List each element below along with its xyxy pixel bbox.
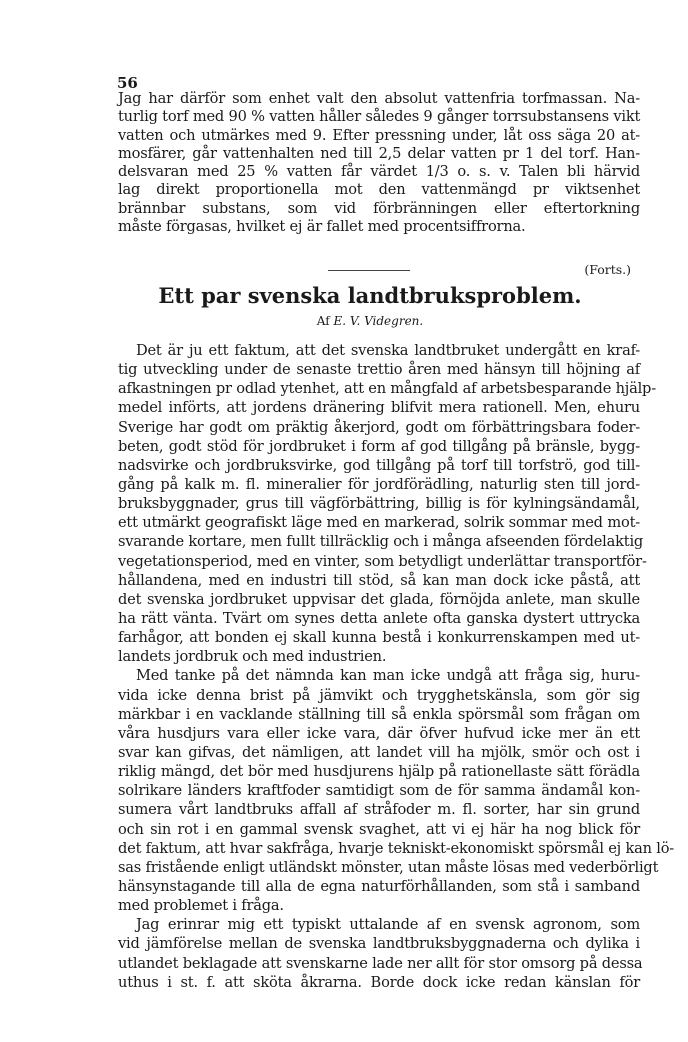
- article-byline: [0, 314, 688, 328]
- text-line: märkbar i en vacklande ställning till så enkla spörsmål som frågan om: [118, 705, 640, 723]
- text-line: utlandet beklagade att svenskarne lade ner allt för stor omsorg på dessa: [118, 954, 643, 972]
- text-line: nadsvirke och jordbruksvirke, god tillgång på torf till torfströ, god till-: [118, 456, 640, 474]
- text-line: svarande kortare, men fullt tillräcklig och i många afseenden fördelaktig: [118, 533, 644, 551]
- text-line: Det är ju ett faktum, att det svenska landtbruket undergått en kraf-: [136, 342, 640, 359]
- article-body: [118, 341, 675, 992]
- continued-note: (Forts.): [584, 262, 631, 277]
- text-line: turlig torf med 90 % vatten håller således 9 gånger torrsubstansens vikt: [118, 108, 641, 126]
- text-line: tig utveckling under de senaste trettio åren med hänsyn till höjning af: [118, 361, 640, 379]
- section-divider: [328, 270, 410, 271]
- text-line: brännbar substans, som vid förbränningen eller eftertorkning: [118, 199, 640, 217]
- byline-prefix: Af: [316, 314, 330, 328]
- text-line: mosfärer, går vattenhalten ned till 2,5 delar vatten pr 1 del torf. Han-: [118, 144, 640, 162]
- text-line: landets jordbruk och med industrien.: [118, 648, 387, 666]
- text-line: med problemet i fråga.: [118, 897, 284, 915]
- text-line: gång på kalk m. fl. mineralier för jordförädling, naturlig sten till jord-: [118, 475, 640, 493]
- text-line: lag direkt proportionella mot den vattenmängd pr viktsenhet: [118, 181, 640, 199]
- text-line: vid jämförelse mellan de svenska landtbruksbyggnaderna och dylika i: [118, 935, 640, 953]
- text-line: Jag erinrar mig ett typiskt uttalande af en svensk agronom, som: [136, 916, 640, 934]
- text-line: beten, godt stöd för jordbruket i form af god tillgång på bränsle, bygg-: [118, 437, 640, 455]
- text-line: riklig mängd, det bör med husdjurens hjälp på rationellaste sätt förädla: [118, 763, 640, 781]
- text-line: uthus i st. f. att sköta åkrarna. Borde dock icke redan känslan för: [118, 973, 640, 991]
- text-line: svar kan gifvas, det nämligen, att landet vill ha mjölk, smör och ost i: [118, 743, 640, 761]
- text-line: solrikare länders kraftfoder samtidigt som de för samma ändamål kon-: [118, 782, 640, 800]
- text-line: ett utmärkt geografiskt läge med en markerad, solrik sommar med mot-: [118, 514, 640, 532]
- text-line: och sin rot i en gammal svensk svaghet, att vi ej här ha nog blick för: [118, 820, 640, 838]
- text-line: måste förgasas, hvilket ej är fallet med procentsiffrorna.: [118, 218, 526, 236]
- text-line: medel införts, att jordens dränering blifvit mera rationell. Men, ehuru: [118, 399, 640, 417]
- text-line: det svenska jordbruket uppvisar det glada, förnöjda anlete, man skulle: [118, 590, 640, 608]
- text-line: delsvaran med 25 % vatten får värdet 1/3 o. s. v. Talen bli härvid: [118, 163, 640, 181]
- text-line: vegetationsperiod, med en vinter, som betydligt underlättar transportför-: [118, 552, 647, 570]
- text-line: våra husdjurs vara eller icke vara, där öfver hufvud icke mer än ett: [118, 724, 640, 742]
- text-line: bruksbyggnader, grus till vägförbättring, billig is för kylningsändamål,: [118, 495, 640, 513]
- text-line: sumera vårt landtbruks affall af stråfoder m. fl. sorter, har sin grund: [118, 801, 640, 819]
- text-line: farhågor, att bonden ej skall kunna bestå i konkurrenskampen med ut-: [118, 629, 640, 647]
- previous-article-text: [118, 90, 640, 236]
- text-line: afkastningen pr odlad ytenhet, att en mångfald af arbetsbesparande hjälp-: [118, 380, 656, 398]
- text-line: hållandena, med en industri till stöd, så kan man dock icke påstå, att: [118, 571, 640, 589]
- article-title: Ett par svenska landtbruksproblem.: [158, 283, 582, 308]
- article-author: E. V. Videgren.: [333, 314, 424, 328]
- text-line: sas fristående enligt utländskt mönster, utan måste lösas med vederbörligt: [118, 858, 659, 876]
- text-line: Jag har därför som enhet valt den absolut vattenfria torfmassan. Na-: [118, 90, 640, 107]
- text-line: ha rätt vänta. Tvärt om synes detta anlete ofta ganska dystert uttrycka: [118, 609, 640, 627]
- page-number: 56: [117, 74, 138, 92]
- text-line: Sverige har godt om präktig åkerjord, godt om förbättringsbara foder-: [118, 418, 640, 436]
- text-line: vatten och utmärkes med 9. Efter pressning under, låt oss säga 20 at-: [118, 126, 640, 144]
- text-line: Med tanke på det nämnda kan man icke undgå att fråga sig, huru-: [136, 667, 640, 685]
- text-line: vida icke denna brist på jämvikt och trygghetskänsla, som gör sig: [118, 686, 640, 704]
- text-line: det faktum, att hvar sakfråga, hvarje tekniskt-ekonomiskt spörsmål ej kan lö-: [118, 839, 675, 857]
- text-line: hänsynstagande till alla de egna naturförhållanden, som stå i samband: [118, 877, 640, 895]
